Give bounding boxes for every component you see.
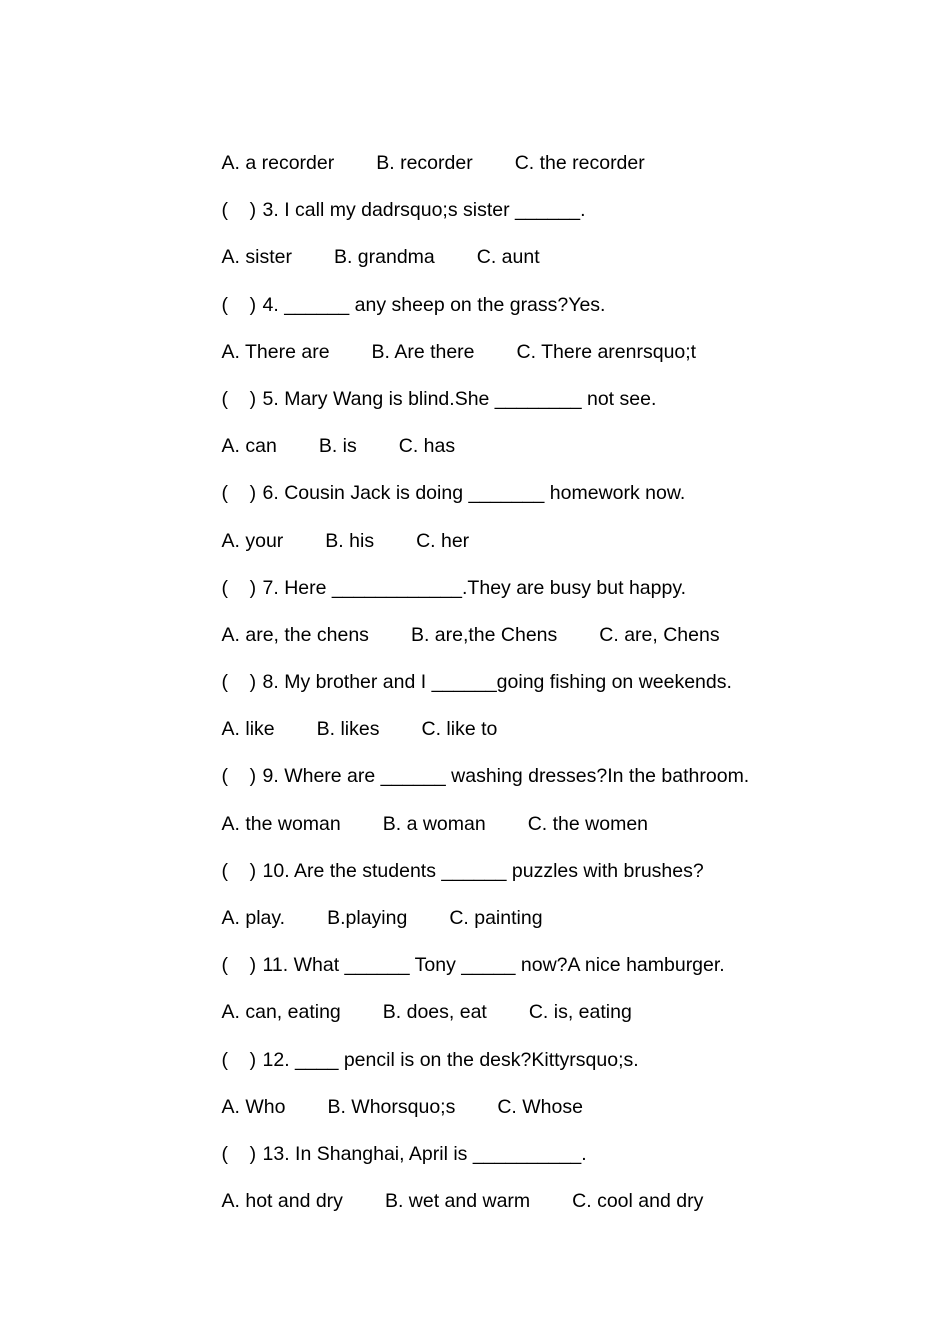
option-b: B. a woman: [382, 812, 486, 835]
question-text: 10. Are the students ______ puzzles with brushes?: [262, 859, 704, 882]
answer-blank: ( ): [221, 199, 257, 222]
option-c: C. are, Chens: [599, 623, 720, 646]
option-a: A. are, the chens: [221, 623, 369, 646]
answer-blank: ( ): [221, 859, 257, 882]
option-a: A. can, eating: [221, 1001, 341, 1024]
question-text: 4. ______ any sheep on the grass?Yes.: [262, 293, 606, 316]
option-c: C. the women: [527, 812, 649, 835]
question-text: 12. ____ pencil is on the desk?Kittyrsquo;s.: [262, 1048, 639, 1071]
option-b: B. wet and warm: [384, 1190, 531, 1213]
options-line-2: [189, 118, 829, 174]
answer-blank: ( ): [221, 954, 257, 977]
option-c: C. painting: [449, 907, 543, 929]
option-b: B. is: [318, 435, 357, 458]
option-a: A. a recorder: [221, 152, 335, 174]
option-b: B. likes: [316, 718, 380, 741]
option-b: B. does, eat: [382, 1001, 487, 1024]
option-c: C. is, eating: [528, 1001, 632, 1024]
question-text: 6. Cousin Jack is doing _______ homework now.: [262, 482, 686, 505]
answer-blank: ( ): [221, 387, 257, 410]
option-a: A. your: [221, 529, 284, 552]
answer-blank: ( ): [221, 293, 257, 316]
option-a: A. like: [221, 718, 275, 741]
option-b: B.playing: [327, 907, 408, 929]
question-text: 5. Mary Wang is blind.She ________ not see.: [262, 387, 657, 410]
option-b: B. Whorsquo;s: [327, 1095, 456, 1118]
answer-blank: ( ): [221, 765, 257, 788]
question-text: 9. Where are ______ washing dresses?In the bathroom.: [262, 765, 750, 788]
answer-blank: ( ): [221, 482, 257, 505]
option-c: C. like to: [421, 718, 498, 741]
option-b: B. his: [325, 529, 375, 552]
option-c: C. There arenrsquo;t: [516, 340, 697, 363]
option-b: B. recorder: [376, 152, 473, 174]
question-text: 8. My brother and I ______going fishing on weekends.: [262, 671, 732, 694]
answer-blank: ( ): [221, 576, 257, 599]
question-text: 13. In Shanghai, April is __________.: [262, 1142, 587, 1165]
option-b: B. grandma: [333, 246, 435, 269]
option-b: B. are,the Chens: [410, 623, 558, 646]
option-a: A. sister: [221, 246, 292, 269]
option-b: B. Are there: [371, 340, 475, 363]
option-c: C. the recorder: [514, 152, 645, 174]
question-text: 7. Here ____________.They are busy but happy.: [262, 576, 687, 599]
option-a: A. hot and dry: [221, 1190, 343, 1213]
question-list: [189, 118, 829, 1213]
option-c: C. aunt: [476, 246, 540, 269]
option-a: A. can: [221, 435, 277, 458]
option-a: A. the woman: [221, 812, 341, 835]
option-c: C. cool and dry: [572, 1190, 704, 1213]
option-a: A. There are: [221, 340, 330, 363]
question-text: 3. I call my dadrsquo;s sister ______.: [262, 199, 586, 222]
option-c: C. Whose: [497, 1095, 583, 1118]
answer-blank: ( ): [221, 671, 257, 694]
option-c: C. her: [416, 529, 470, 552]
option-a: A. Who: [221, 1095, 286, 1118]
question-text: 11. What ______ Tony _____ now?A nice hamburger.: [262, 954, 725, 977]
option-a: A. play.: [221, 907, 286, 929]
answer-blank: ( ): [221, 1048, 257, 1071]
answer-blank: ( ): [221, 1142, 257, 1165]
option-c: C. has: [398, 435, 456, 458]
